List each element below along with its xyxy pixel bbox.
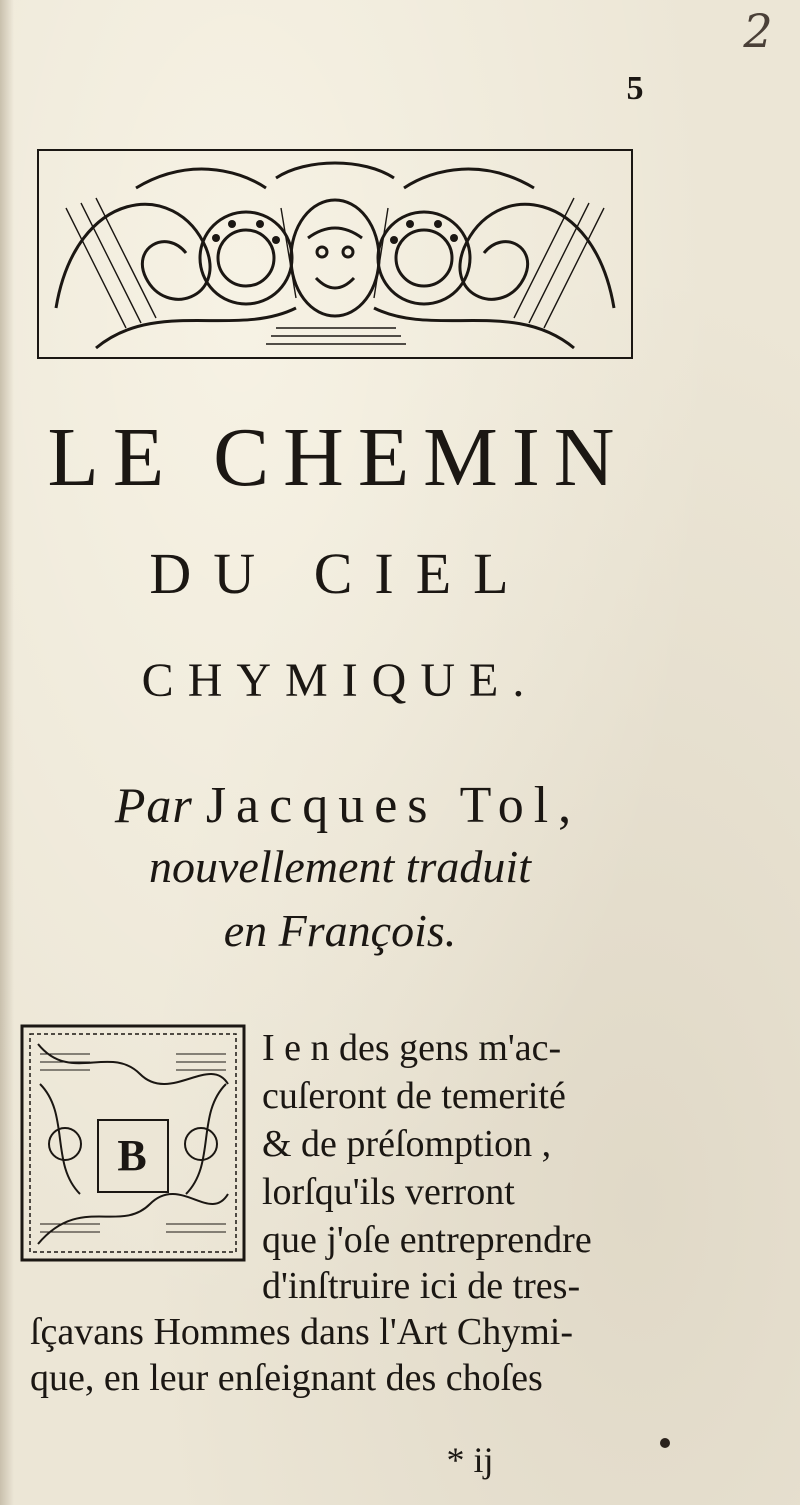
- body-line-3: & de préſomption ,: [262, 1123, 552, 1165]
- body-line-6: d'inſtruire ici de tres-: [262, 1265, 581, 1307]
- translation-line-2: en François.: [223, 905, 457, 956]
- ornamental-initial-frame: [20, 1024, 246, 1262]
- body-line-4: lorſqu'ils verront: [262, 1171, 515, 1213]
- signature-mark: * ij: [446, 1440, 494, 1480]
- translation-line-1: nouvellement traduit: [149, 841, 531, 892]
- body-line-8: que, en leur enſeignant des choſes: [30, 1357, 543, 1399]
- title-line-3: CHYMIQUE.: [141, 654, 539, 707]
- body-line-7: ſçavans Hommes dans l'Art Chymi-: [30, 1311, 573, 1353]
- drop-cap-letter: B: [105, 1126, 159, 1186]
- ink-speck: [660, 1438, 670, 1448]
- author-line: [28, 770, 668, 840]
- body-line-2: cuſeront de temerité: [262, 1075, 566, 1117]
- printed-page-mark: 5: [626, 70, 644, 107]
- body-line-5: que j'oſe entreprendre: [262, 1219, 592, 1261]
- body-line-1: I e n des gens m'ac-: [262, 1027, 562, 1069]
- title-line-1: LE CHEMIN: [47, 411, 629, 504]
- title-line-2: DU CIEL: [149, 541, 531, 606]
- handwritten-page-number: 2: [743, 4, 773, 58]
- engraved-headpiece-ornament: [36, 148, 634, 360]
- page-edge-shadow: [0, 0, 14, 1505]
- author-name: Jacques Tol,: [205, 777, 582, 834]
- author-prefix: Par: [114, 777, 193, 833]
